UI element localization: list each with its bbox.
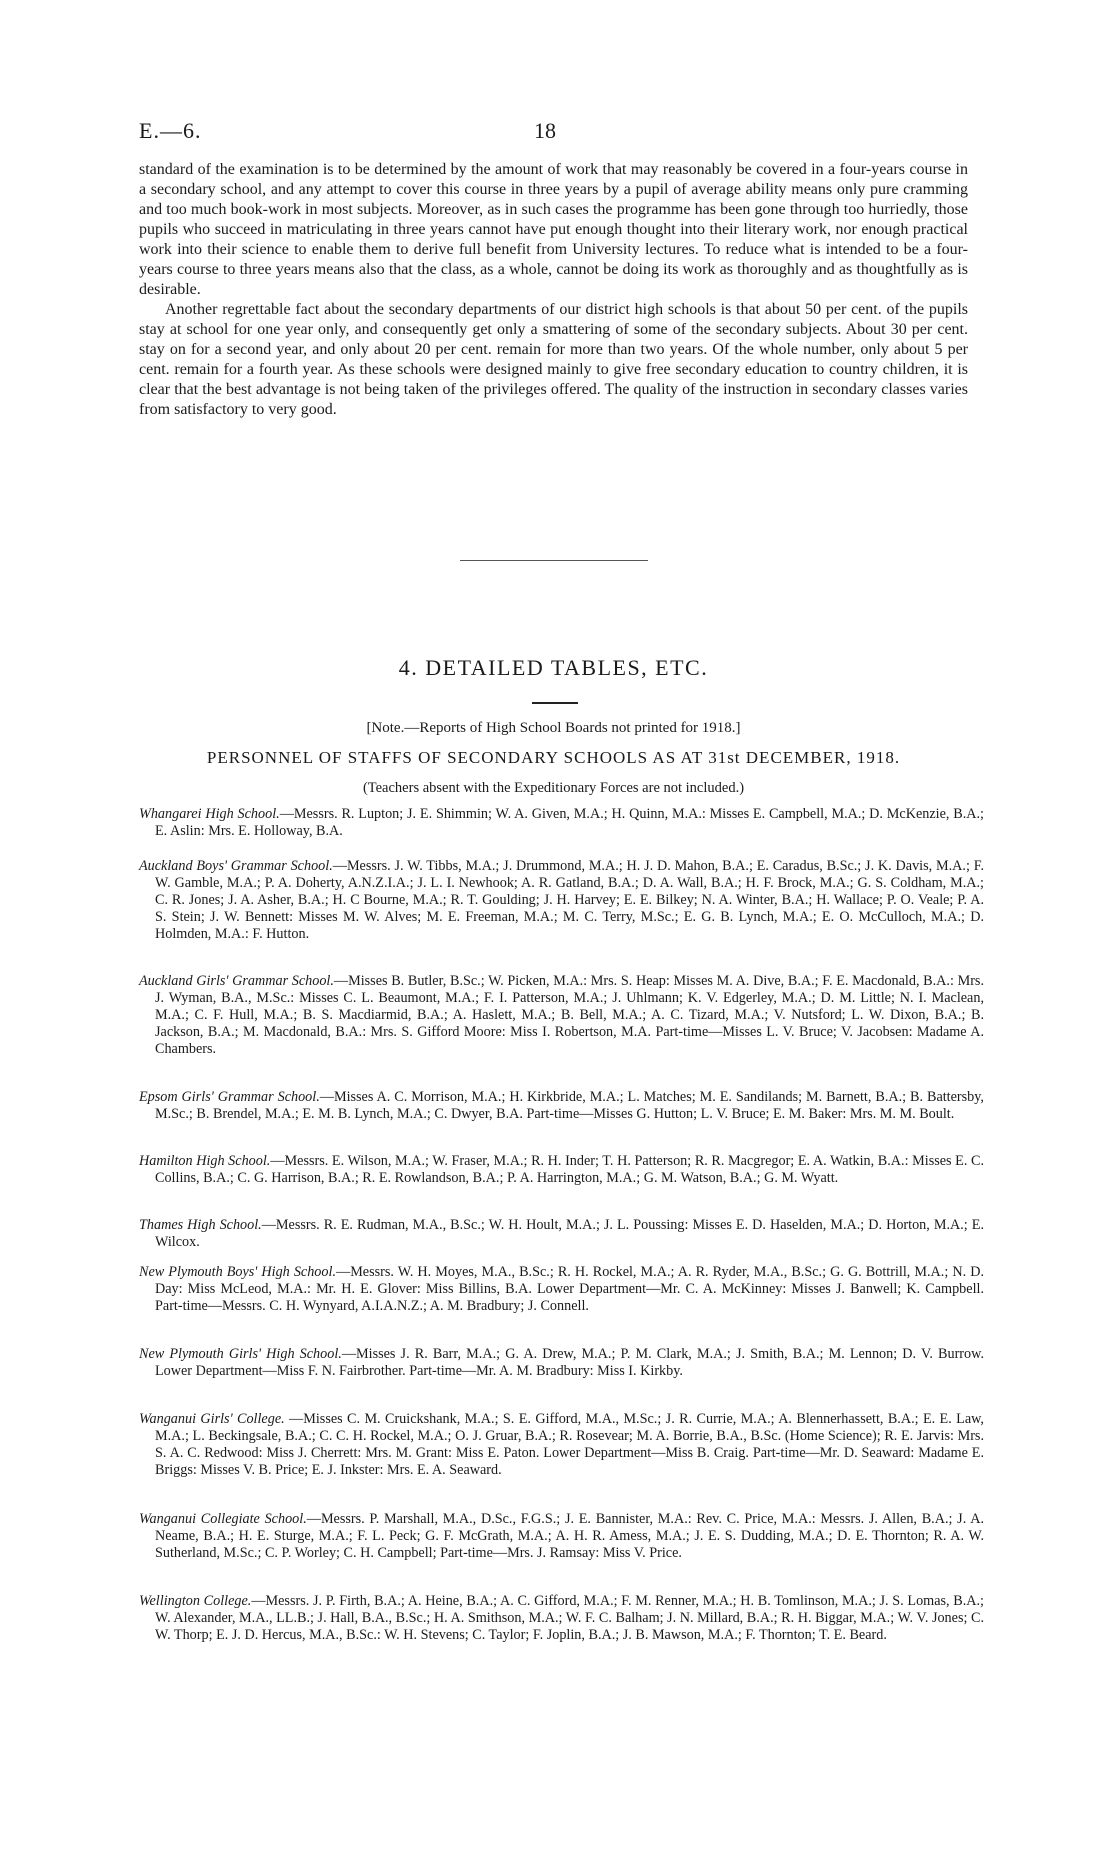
staff-list: —Misses B. Butler, B.Sc.; W. Picken, M.A.: Mrs. S. Heap: Misses M. A. Dive, B.A.; F. E. Macdonald, B.A.: Mrs. J. Wyman, B.A., M.Sc.: Misses C. L. Beaumont, M.A.; F. I. Patterson, M.A.; J. Uhlmann; K. V. Edgerley, M.A.; D. M. Little; N. I. Maclean, M.A.; C. F. Hull, M.A.; B. S. Macdiarmid, B.A.; A. Haslett, M.A.; B. Bell, M.A.; A. C. Tizard, M.A.; V. Nutsford; L. W. Dixon, B.A.; B. Jackson, B.A.; M. Macdonald, B.A.: Mrs. S. Gifford Moore: Miss I. Robertson, M.A. Part-time—Misses L. V. Bruce; V. Jacobsen: Madame A. Chambers. [155, 973, 984, 1057]
intro-text [139, 160, 968, 420]
school-entry [139, 1089, 984, 1123]
staff-list: —Messrs. J. P. Firth, B.A.; A. Heine, B.A.; A. C. Gifford, M.A.; F. M. Renner, M.A.; H. B. Tomlinson, M.A.; J. S. Lomas, B.A.; W. Alexander, M.A., LL.B.; J. Hall, B.A., B.Sc.; H. A. Smithson, M.A.; W. F. C. Balham; J. N. Millard, B.A.; R. H. Biggar, M.A.; W. V. Jones; C. W. Thorp; E. J. D. Hercus, M.A., B.Sc.: W. H. Stevens; C. Taylor; F. Joplin, B.A.; J. B. Mawson, M.A.; F. Thornton; T. E. Beard. [155, 1593, 984, 1643]
school-name: Epsom Girls' Grammar School. [139, 1089, 320, 1105]
staff-list: —Messrs. R. E. Rudman, M.A., B.Sc.; W. H. Hoult, M.A.; J. L. Poussing: Misses E. D. Haselden, M.A.; D. Horton, M.A.; E. Wilcox. [155, 1217, 984, 1250]
school-name: Wanganui Girls' College. [139, 1411, 285, 1427]
school-name: Thames High School. [139, 1217, 262, 1233]
staff-list: —Messrs. J. W. Tibbs, M.A.; J. Drummond, M.A.; H. J. D. Mahon, B.A.; E. Caradus, B.Sc.; J. K. Davis, M.A.; F. W. Gamble, M.A.; P. A. Doherty, A.N.Z.I.A.; J. L. I. Newhook; A. R. Gatland, B.A.; D. A. Wall, B.A.; H. F. Brock, M.A.; G. S. Coldham, M.A.; C. R. Jones; J. A. Asher, B.A.; H. C Bourne, M.A.; R. T. Goulding; J. H. Harvey; E. E. Bilkey; N. A. Winter, B.A.; H. Wallace; P. O. Veale; P. A. S. Stein; J. W. Bennett: Misses M. W. Alves; M. E. Freeman, M.A.; M. C. Terry, M.Sc.; E. G. B. Lynch, M.A.; E. O. McCulloch, M.A.; D. Holmden, M.A.: F. Hutton. [155, 858, 984, 942]
school-entry [139, 1264, 984, 1315]
page-header [139, 118, 969, 148]
school-entry [139, 1511, 984, 1562]
school-entry [139, 1411, 984, 1479]
staff-list: —Messrs. E. Wilson, M.A.; W. Fraser, M.A.; R. H. Inder; T. H. Patterson; R. R. Macgregor; E. A. Watkin, B.A.: Misses E. C. Collins, B.A.; C. G. Harrison, B.A.; R. E. Rowlandson, B.A.; P. A. Harrington, M.A.; G. M. Watson, B.A.; G. M. Wyatt. [155, 1153, 984, 1186]
school-name: Auckland Boys' Grammar School. [139, 858, 333, 874]
school-entry [139, 806, 984, 840]
school-entry [139, 973, 984, 1058]
staff-list: —Messrs. R. Lupton; J. E. Shimmin; W. A. Given, M.A.; H. Quinn, M.A.: Misses E. Campbell, M.A.; D. McKenzie, B.A.; E. Aslin: Mrs. E. Holloway, B.A. [155, 806, 984, 839]
school-entry [139, 858, 984, 943]
school-name: Hamilton High School. [139, 1153, 271, 1169]
page-number: 18 [534, 118, 556, 143]
section-divider [460, 560, 648, 561]
staff-list: —Messrs. W. H. Moyes, M.A., B.Sc.; R. H. Rockel, M.A.; A. R. Ryder, M.A., B.Sc.; G. G. Bottrill, M.A.; N. D. Day: Miss McLeod, M.A.: Mr. H. E. Glover: Miss Billins, B.A. Lower Department—Mr. C. A. McKinney: Misses J. Banwell; K. Campbell. Part-time—Messrs. C. H. Wynyard, A.I.A.N.Z.; A. M. Bradbury; J. Connell. [155, 1264, 984, 1314]
teachers-note: (Teachers absent with the Expeditionary Forces are not included.) [362, 780, 745, 796]
school-name: Wellington College. [139, 1593, 252, 1609]
school-entry [139, 1593, 984, 1644]
school-name: New Plymouth Girls' High School. [139, 1346, 342, 1362]
section-title: 4. DETAILED TABLES, ETC. [398, 655, 709, 680]
school-name: New Plymouth Boys' High School. [139, 1264, 336, 1280]
school-name: Auckland Girls' Grammar School. [139, 973, 334, 989]
title-rule [532, 702, 578, 704]
school-entry [139, 1217, 984, 1251]
staff-list: —Misses J. R. Barr, M.A.; G. A. Drew, M.A.; P. M. Clark, M.A.; J. Smith, B.A.; M. Lennon; D. V. Burrow. Lower Department—Miss F. N. Fairbrother. Part-time—Mr. A. M. Bradbury: Miss I. Kirkby. [155, 1346, 985, 1379]
paragraph: standard of the examination is to be determined by the amount of work that may reasonably be covered in a four-years course in a secondary school, and any attempt to cover this course in three years by a pupil of average ability means only pure cramming and too much book-work in most subjects. Moreover, as in such cases the programme has been gone through too hurriedly, those pupils who succeed in matriculating in three years cannot have put enough thought into their literary work, nor enough practical work into their science to enable them to derive full benefit from University lectures. To reduce what is intended to be a four-years course to three years means also that the class, as a whole, cannot be doing its work as thoroughly and as thoughtfully as is desirable. [139, 161, 968, 298]
school-name: Whangarei High School. [139, 806, 280, 822]
staff-list: —Misses C. M. Cruickshank, M.A.; S. E. Gifford, M.A., M.Sc.; J. R. Currie, M.A.; A. Blennerhassett, B.A.; E. E. Law, M.A.; L. Beckingsale, B.A.; C. C. H. Rockel, M.A.; O. J. Gruar, B.A.; R. Rosevear; M. A. Borrie, B.A., B.Sc. (Home Science); R. E. Jarvis: Mrs. S. A. C. Redwood: Miss J. Cherrett: Mrs. M. Grant: Miss E. Paton. Lower Department—Miss B. Craig. Part-time—Mr. D. Seaward: Madame E. Briggs: Misses V. B. Price; E. J. Inkster: Mrs. E. A. Seaward. [155, 1411, 984, 1478]
staff-list: —Misses A. C. Morrison, M.A.; H. Kirkbride, M.A.; L. Matches; M. E. Sandilands; M. Barnett, B.A.; B. Battersby, M.Sc.; B. Brendel, M.A.; E. M. B. Lynch, M.A.; C. Dwyer, B.A. Part-time—Misses G. Hutton; L. V. Bruce; E. M. Baker: Mrs. M. M. Boult. [155, 1089, 984, 1122]
school-entry [139, 1153, 984, 1187]
paragraph: Another regrettable fact about the secondary departments of our district high schools is that about 50 per cent. of the pupils stay at school for one year only, and consequently get only a smattering of some of the secondary subjects. About 30 per cent. stay on for a second year, and only about 20 per cent. remain for more than two years. Of the whole number, only about 5 per cent. remain for a fourth year. As these schools were designed mainly to give free secondary education to country children, it is clear that the best advantage is not being taken of the privileges offered. The quality of the instruction in secondary classes varies from satisfactory to very good. [139, 301, 968, 418]
personnel-heading: PERSONNEL OF STAFFS OF SECONDARY SCHOOLS AS AT 31st DECEMBER, 1918. [206, 748, 901, 767]
staff-list: —Messrs. P. Marshall, M.A., D.Sc., F.G.S.; J. E. Bannister, M.A.: Rev. C. Price, M.A.: Messrs. J. Allen, B.A.; J. A. Neame, B.A.; H. E. Sturge, M.A.; F. L. Peck; G. F. McGrath, M.A.; A. H. R. Amess, M.A.; J. E. S. Dudding, M.A.; D. E. Thornton; R. A. W. Sutherland, M.Sc.; C. P. Worley; C. H. Campbell; Part-time—Mrs. J. Ramsay: Miss V. Price. [155, 1511, 984, 1561]
school-name: Wanganui Collegiate School. [139, 1511, 307, 1527]
school-entry [139, 1346, 984, 1380]
note: [Note.—Reports of High School Boards not printed for 1918.] [366, 720, 741, 736]
document-reference: E.—6. [139, 118, 202, 143]
